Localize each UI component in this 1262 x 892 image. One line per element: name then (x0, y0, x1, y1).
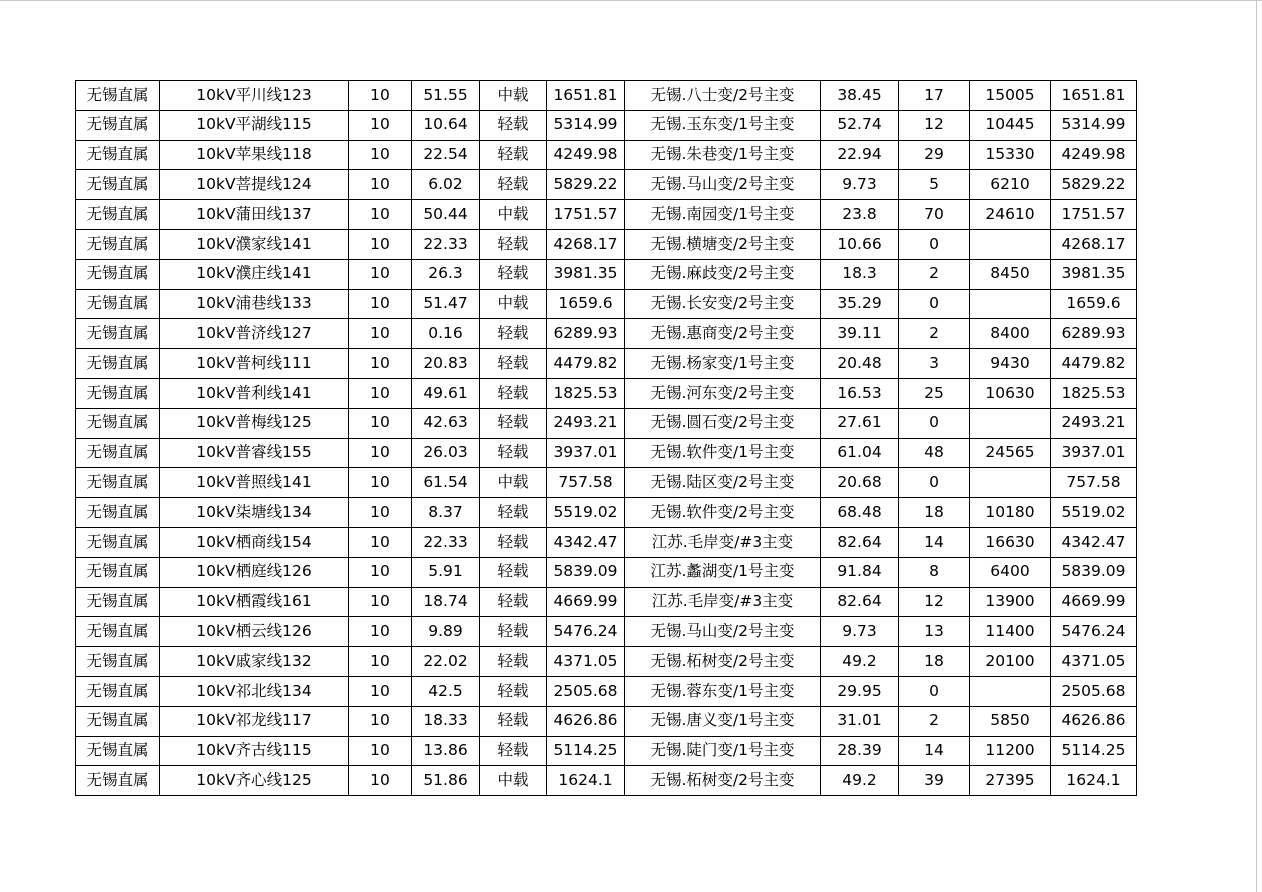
substation-transformer-cell: 无锡.柘树变/2号主变 (625, 647, 821, 677)
unit-cell: 无锡直属 (76, 438, 160, 468)
pending-count-cell: 14 (899, 736, 970, 766)
unit-cell: 无锡直属 (76, 140, 160, 170)
pending-capacity-cell: 6400 (970, 557, 1051, 587)
voltage-cell: 10 (349, 706, 412, 736)
table-row (76, 706, 1137, 736)
pending-count-cell: 70 (899, 200, 970, 230)
pending-count-cell: 39 (899, 766, 970, 796)
pending-capacity-cell: 15330 (970, 140, 1051, 170)
available-capacity-cell: 4479.82 (547, 349, 625, 379)
table-row (76, 170, 1137, 200)
feeder-name-cell: 10kV戚家线132 (160, 647, 349, 677)
unit-cell: 无锡直属 (76, 378, 160, 408)
load-status-cell: 轻载 (480, 140, 547, 170)
voltage-cell: 10 (349, 289, 412, 319)
transformer-load-rate-cell: 31.01 (821, 706, 899, 736)
available-capacity-cell: 4371.05 (547, 647, 625, 677)
available-capacity-cell: 5829.22 (547, 170, 625, 200)
available-capacity-cell: 4268.17 (547, 229, 625, 259)
pending-capacity-cell (970, 229, 1051, 259)
pending-count-cell: 2 (899, 259, 970, 289)
voltage-cell: 10 (349, 349, 412, 379)
voltage-cell: 10 (349, 557, 412, 587)
transformer-load-rate-cell: 91.84 (821, 557, 899, 587)
available-capacity-cell: 757.58 (547, 468, 625, 498)
load-status-cell: 轻载 (480, 259, 547, 289)
feeder-name-cell: 10kV蒲田线137 (160, 200, 349, 230)
substation-transformer-cell: 无锡.软件变/1号主变 (625, 438, 821, 468)
available-capacity-cell: 2505.68 (547, 676, 625, 706)
available-capacity-cell: 4342.47 (547, 527, 625, 557)
load-status-cell: 轻载 (480, 676, 547, 706)
pending-count-cell: 0 (899, 408, 970, 438)
pending-count-cell: 3 (899, 349, 970, 379)
available-capacity-cell: 5314.99 (547, 110, 625, 140)
transformer-load-rate-cell: 23.8 (821, 200, 899, 230)
substation-transformer-cell: 无锡.朱巷变/1号主变 (625, 140, 821, 170)
load-status-cell: 轻载 (480, 587, 547, 617)
pending-count-cell: 18 (899, 647, 970, 677)
load-rate-cell: 51.86 (412, 766, 480, 796)
pending-capacity-cell: 8400 (970, 319, 1051, 349)
table-row (76, 349, 1137, 379)
remaining-capacity-cell: 5114.25 (1051, 736, 1137, 766)
substation-transformer-cell: 无锡.马山变/2号主变 (625, 170, 821, 200)
table-row (76, 408, 1137, 438)
pending-count-cell: 17 (899, 81, 970, 111)
unit-cell: 无锡直属 (76, 468, 160, 498)
feeder-name-cell: 10kV普利线141 (160, 378, 349, 408)
load-status-cell: 轻载 (480, 408, 547, 438)
remaining-capacity-cell: 3937.01 (1051, 438, 1137, 468)
load-status-cell: 轻载 (480, 706, 547, 736)
load-rate-cell: 18.74 (412, 587, 480, 617)
substation-transformer-cell: 无锡.柘树变/2号主变 (625, 766, 821, 796)
transformer-load-rate-cell: 29.95 (821, 676, 899, 706)
pending-capacity-cell: 10630 (970, 378, 1051, 408)
load-rate-cell: 22.02 (412, 647, 480, 677)
remaining-capacity-cell: 4626.86 (1051, 706, 1137, 736)
remaining-capacity-cell: 4479.82 (1051, 349, 1137, 379)
pending-count-cell: 48 (899, 438, 970, 468)
remaining-capacity-cell: 757.58 (1051, 468, 1137, 498)
load-status-cell: 轻载 (480, 349, 547, 379)
transformer-load-rate-cell: 9.73 (821, 617, 899, 647)
feeder-name-cell: 10kV栖商线154 (160, 527, 349, 557)
pending-capacity-cell: 10445 (970, 110, 1051, 140)
voltage-cell: 10 (349, 438, 412, 468)
substation-transformer-cell: 无锡.马山变/2号主变 (625, 617, 821, 647)
pending-count-cell: 2 (899, 706, 970, 736)
pending-count-cell: 0 (899, 229, 970, 259)
load-status-cell: 中载 (480, 289, 547, 319)
feeder-name-cell: 10kV普睿线155 (160, 438, 349, 468)
feeder-name-cell: 10kV菩提线124 (160, 170, 349, 200)
transformer-load-rate-cell: 38.45 (821, 81, 899, 111)
pending-count-cell: 0 (899, 468, 970, 498)
unit-cell: 无锡直属 (76, 81, 160, 111)
unit-cell: 无锡直属 (76, 676, 160, 706)
table-row (76, 140, 1137, 170)
load-rate-cell: 5.91 (412, 557, 480, 587)
unit-cell: 无锡直属 (76, 647, 160, 677)
table-row (76, 557, 1137, 587)
transformer-load-rate-cell: 22.94 (821, 140, 899, 170)
unit-cell: 无锡直属 (76, 229, 160, 259)
table-row (76, 468, 1137, 498)
load-status-cell: 轻载 (480, 378, 547, 408)
load-status-cell: 轻载 (480, 319, 547, 349)
available-capacity-cell: 1751.57 (547, 200, 625, 230)
feeder-name-cell: 10kV平湖线115 (160, 110, 349, 140)
substation-transformer-cell: 江苏.毛岸变/#3主变 (625, 527, 821, 557)
load-status-cell: 中载 (480, 468, 547, 498)
available-capacity-cell: 5519.02 (547, 498, 625, 528)
remaining-capacity-cell: 4342.47 (1051, 527, 1137, 557)
table-row (76, 229, 1137, 259)
transformer-load-rate-cell: 52.74 (821, 110, 899, 140)
feeder-name-cell: 10kV栖云线126 (160, 617, 349, 647)
substation-transformer-cell: 江苏.蠡湖变/1号主变 (625, 557, 821, 587)
pending-capacity-cell: 13900 (970, 587, 1051, 617)
unit-cell: 无锡直属 (76, 736, 160, 766)
voltage-cell: 10 (349, 259, 412, 289)
voltage-cell: 10 (349, 170, 412, 200)
load-status-cell: 中载 (480, 200, 547, 230)
load-rate-cell: 10.64 (412, 110, 480, 140)
feeder-name-cell: 10kV柒塘线134 (160, 498, 349, 528)
pending-capacity-cell (970, 468, 1051, 498)
unit-cell: 无锡直属 (76, 527, 160, 557)
feeder-name-cell: 10kV栖霞线161 (160, 587, 349, 617)
available-capacity-cell: 3981.35 (547, 259, 625, 289)
table-row (76, 200, 1137, 230)
feeder-name-cell: 10kV普照线141 (160, 468, 349, 498)
unit-cell: 无锡直属 (76, 408, 160, 438)
pending-capacity-cell: 24565 (970, 438, 1051, 468)
load-rate-cell: 42.63 (412, 408, 480, 438)
pending-count-cell: 2 (899, 319, 970, 349)
table-row (76, 587, 1137, 617)
available-capacity-cell: 4669.99 (547, 587, 625, 617)
load-status-cell: 轻载 (480, 557, 547, 587)
load-rate-cell: 0.16 (412, 319, 480, 349)
available-capacity-cell: 2493.21 (547, 408, 625, 438)
load-rate-cell: 50.44 (412, 200, 480, 230)
page-top-border (0, 0, 1262, 1)
pending-capacity-cell: 9430 (970, 349, 1051, 379)
unit-cell: 无锡直属 (76, 200, 160, 230)
unit-cell: 无锡直属 (76, 110, 160, 140)
substation-transformer-cell: 无锡.蓉东变/1号主变 (625, 676, 821, 706)
unit-cell: 无锡直属 (76, 259, 160, 289)
feeder-name-cell: 10kV齐心线125 (160, 766, 349, 796)
load-rate-cell: 51.55 (412, 81, 480, 111)
feeder-name-cell: 10kV浦巷线133 (160, 289, 349, 319)
table-row (76, 259, 1137, 289)
substation-transformer-cell: 无锡.横塘变/2号主变 (625, 229, 821, 259)
transformer-load-rate-cell: 49.2 (821, 766, 899, 796)
transformer-load-rate-cell: 68.48 (821, 498, 899, 528)
load-rate-cell: 18.33 (412, 706, 480, 736)
pending-capacity-cell: 27395 (970, 766, 1051, 796)
load-rate-cell: 49.61 (412, 378, 480, 408)
remaining-capacity-cell: 4249.98 (1051, 140, 1137, 170)
table-row (76, 617, 1137, 647)
substation-transformer-cell: 无锡.惠商变/2号主变 (625, 319, 821, 349)
feeder-name-cell: 10kV濮庄线141 (160, 259, 349, 289)
substation-transformer-cell: 江苏.毛岸变/#3主变 (625, 587, 821, 617)
feeder-name-cell: 10kV祁北线134 (160, 676, 349, 706)
page-right-border (1256, 0, 1257, 892)
transformer-load-rate-cell: 10.66 (821, 229, 899, 259)
remaining-capacity-cell: 2505.68 (1051, 676, 1137, 706)
load-rate-cell: 9.89 (412, 617, 480, 647)
pending-capacity-cell (970, 289, 1051, 319)
available-capacity-cell: 5476.24 (547, 617, 625, 647)
pending-count-cell: 18 (899, 498, 970, 528)
available-capacity-cell: 1659.6 (547, 289, 625, 319)
table-row (76, 378, 1137, 408)
pending-count-cell: 0 (899, 676, 970, 706)
available-capacity-cell: 3937.01 (547, 438, 625, 468)
voltage-cell: 10 (349, 408, 412, 438)
substation-transformer-cell: 无锡.陡门变/1号主变 (625, 736, 821, 766)
voltage-cell: 10 (349, 676, 412, 706)
feeder-name-cell: 10kV普柯线111 (160, 349, 349, 379)
table-row (76, 498, 1137, 528)
load-rate-cell: 22.33 (412, 229, 480, 259)
transformer-load-rate-cell: 9.73 (821, 170, 899, 200)
unit-cell: 无锡直属 (76, 319, 160, 349)
load-rate-cell: 26.3 (412, 259, 480, 289)
pending-capacity-cell (970, 408, 1051, 438)
substation-transformer-cell: 无锡.杨家变/1号主变 (625, 349, 821, 379)
transformer-load-rate-cell: 16.53 (821, 378, 899, 408)
feeder-name-cell: 10kV苹果线118 (160, 140, 349, 170)
transformer-load-rate-cell: 20.48 (821, 349, 899, 379)
remaining-capacity-cell: 5829.22 (1051, 170, 1137, 200)
feeder-name-cell: 10kV齐古线115 (160, 736, 349, 766)
feeder-name-cell: 10kV普梅线125 (160, 408, 349, 438)
table-row (76, 676, 1137, 706)
pending-capacity-cell: 6210 (970, 170, 1051, 200)
voltage-cell: 10 (349, 647, 412, 677)
remaining-capacity-cell: 1825.53 (1051, 378, 1137, 408)
load-status-cell: 轻载 (480, 498, 547, 528)
pending-capacity-cell: 11400 (970, 617, 1051, 647)
pending-count-cell: 12 (899, 587, 970, 617)
table-body (76, 81, 1137, 796)
load-rate-cell: 26.03 (412, 438, 480, 468)
voltage-cell: 10 (349, 319, 412, 349)
substation-transformer-cell: 无锡.陆区变/2号主变 (625, 468, 821, 498)
load-status-cell: 中载 (480, 766, 547, 796)
substation-transformer-cell: 无锡.河东变/2号主变 (625, 378, 821, 408)
pending-count-cell: 13 (899, 617, 970, 647)
load-status-cell: 中载 (480, 81, 547, 111)
available-capacity-cell: 5839.09 (547, 557, 625, 587)
transformer-load-rate-cell: 61.04 (821, 438, 899, 468)
table-row (76, 766, 1137, 796)
pending-capacity-cell: 8450 (970, 259, 1051, 289)
substation-transformer-cell: 无锡.麻歧变/2号主变 (625, 259, 821, 289)
pending-capacity-cell: 5850 (970, 706, 1051, 736)
transformer-load-rate-cell: 18.3 (821, 259, 899, 289)
pending-capacity-cell: 16630 (970, 527, 1051, 557)
unit-cell: 无锡直属 (76, 557, 160, 587)
pending-count-cell: 14 (899, 527, 970, 557)
load-status-cell: 轻载 (480, 647, 547, 677)
feeder-name-cell: 10kV祁龙线117 (160, 706, 349, 736)
load-rate-cell: 20.83 (412, 349, 480, 379)
remaining-capacity-cell: 5839.09 (1051, 557, 1137, 587)
feeder-name-cell: 10kV平川线123 (160, 81, 349, 111)
transformer-load-rate-cell: 49.2 (821, 647, 899, 677)
substation-transformer-cell: 无锡.长安变/2号主变 (625, 289, 821, 319)
load-status-cell: 轻载 (480, 617, 547, 647)
pending-capacity-cell: 15005 (970, 81, 1051, 111)
voltage-cell: 10 (349, 527, 412, 557)
available-capacity-cell: 4626.86 (547, 706, 625, 736)
substation-transformer-cell: 无锡.圆石变/2号主变 (625, 408, 821, 438)
substation-transformer-cell: 无锡.八士变/2号主变 (625, 81, 821, 111)
remaining-capacity-cell: 1651.81 (1051, 81, 1137, 111)
substation-transformer-cell: 无锡.唐义变/1号主变 (625, 706, 821, 736)
feeder-name-cell: 10kV濮家线141 (160, 229, 349, 259)
feeder-load-table (75, 80, 1137, 796)
remaining-capacity-cell: 5314.99 (1051, 110, 1137, 140)
voltage-cell: 10 (349, 498, 412, 528)
table-row (76, 647, 1137, 677)
feeder-name-cell: 10kV普济线127 (160, 319, 349, 349)
transformer-load-rate-cell: 27.61 (821, 408, 899, 438)
load-rate-cell: 6.02 (412, 170, 480, 200)
pending-count-cell: 29 (899, 140, 970, 170)
remaining-capacity-cell: 5519.02 (1051, 498, 1137, 528)
transformer-load-rate-cell: 82.64 (821, 527, 899, 557)
transformer-load-rate-cell: 35.29 (821, 289, 899, 319)
table-row (76, 736, 1137, 766)
pending-count-cell: 0 (899, 289, 970, 319)
unit-cell: 无锡直属 (76, 498, 160, 528)
load-rate-cell: 22.54 (412, 140, 480, 170)
load-rate-cell: 8.37 (412, 498, 480, 528)
load-status-cell: 轻载 (480, 229, 547, 259)
voltage-cell: 10 (349, 81, 412, 111)
pending-capacity-cell: 10180 (970, 498, 1051, 528)
unit-cell: 无锡直属 (76, 766, 160, 796)
load-rate-cell: 22.33 (412, 527, 480, 557)
load-status-cell: 轻载 (480, 170, 547, 200)
voltage-cell: 10 (349, 229, 412, 259)
substation-transformer-cell: 无锡.软件变/2号主变 (625, 498, 821, 528)
available-capacity-cell: 1825.53 (547, 378, 625, 408)
remaining-capacity-cell: 4669.99 (1051, 587, 1137, 617)
remaining-capacity-cell: 6289.93 (1051, 319, 1137, 349)
remaining-capacity-cell: 1659.6 (1051, 289, 1137, 319)
voltage-cell: 10 (349, 140, 412, 170)
voltage-cell: 10 (349, 766, 412, 796)
transformer-load-rate-cell: 39.11 (821, 319, 899, 349)
available-capacity-cell: 1651.81 (547, 81, 625, 111)
substation-transformer-cell: 无锡.玉东变/1号主变 (625, 110, 821, 140)
voltage-cell: 10 (349, 378, 412, 408)
voltage-cell: 10 (349, 617, 412, 647)
table-row (76, 438, 1137, 468)
unit-cell: 无锡直属 (76, 587, 160, 617)
unit-cell: 无锡直属 (76, 349, 160, 379)
voltage-cell: 10 (349, 587, 412, 617)
remaining-capacity-cell: 4371.05 (1051, 647, 1137, 677)
pending-capacity-cell: 11200 (970, 736, 1051, 766)
load-status-cell: 轻载 (480, 438, 547, 468)
table-row (76, 319, 1137, 349)
pending-count-cell: 12 (899, 110, 970, 140)
voltage-cell: 10 (349, 468, 412, 498)
remaining-capacity-cell: 1624.1 (1051, 766, 1137, 796)
unit-cell: 无锡直属 (76, 617, 160, 647)
pending-count-cell: 25 (899, 378, 970, 408)
voltage-cell: 10 (349, 110, 412, 140)
pending-count-cell: 5 (899, 170, 970, 200)
unit-cell: 无锡直属 (76, 289, 160, 319)
pending-capacity-cell: 24610 (970, 200, 1051, 230)
remaining-capacity-cell: 5476.24 (1051, 617, 1137, 647)
load-rate-cell: 13.86 (412, 736, 480, 766)
remaining-capacity-cell: 3981.35 (1051, 259, 1137, 289)
feeder-name-cell: 10kV栖庭线126 (160, 557, 349, 587)
unit-cell: 无锡直属 (76, 170, 160, 200)
load-rate-cell: 42.5 (412, 676, 480, 706)
transformer-load-rate-cell: 20.68 (821, 468, 899, 498)
transformer-load-rate-cell: 28.39 (821, 736, 899, 766)
load-status-cell: 轻载 (480, 736, 547, 766)
table-row (76, 527, 1137, 557)
voltage-cell: 10 (349, 200, 412, 230)
load-rate-cell: 51.47 (412, 289, 480, 319)
available-capacity-cell: 6289.93 (547, 319, 625, 349)
table-row (76, 81, 1137, 111)
substation-transformer-cell: 无锡.南园变/1号主变 (625, 200, 821, 230)
pending-capacity-cell (970, 676, 1051, 706)
load-rate-cell: 61.54 (412, 468, 480, 498)
available-capacity-cell: 1624.1 (547, 766, 625, 796)
table-row (76, 110, 1137, 140)
remaining-capacity-cell: 2493.21 (1051, 408, 1137, 438)
load-status-cell: 轻载 (480, 110, 547, 140)
unit-cell: 无锡直属 (76, 706, 160, 736)
transformer-load-rate-cell: 82.64 (821, 587, 899, 617)
load-status-cell: 轻载 (480, 527, 547, 557)
pending-capacity-cell: 20100 (970, 647, 1051, 677)
remaining-capacity-cell: 1751.57 (1051, 200, 1137, 230)
voltage-cell: 10 (349, 736, 412, 766)
remaining-capacity-cell: 4268.17 (1051, 229, 1137, 259)
table-row (76, 289, 1137, 319)
pending-count-cell: 8 (899, 557, 970, 587)
available-capacity-cell: 4249.98 (547, 140, 625, 170)
available-capacity-cell: 5114.25 (547, 736, 625, 766)
